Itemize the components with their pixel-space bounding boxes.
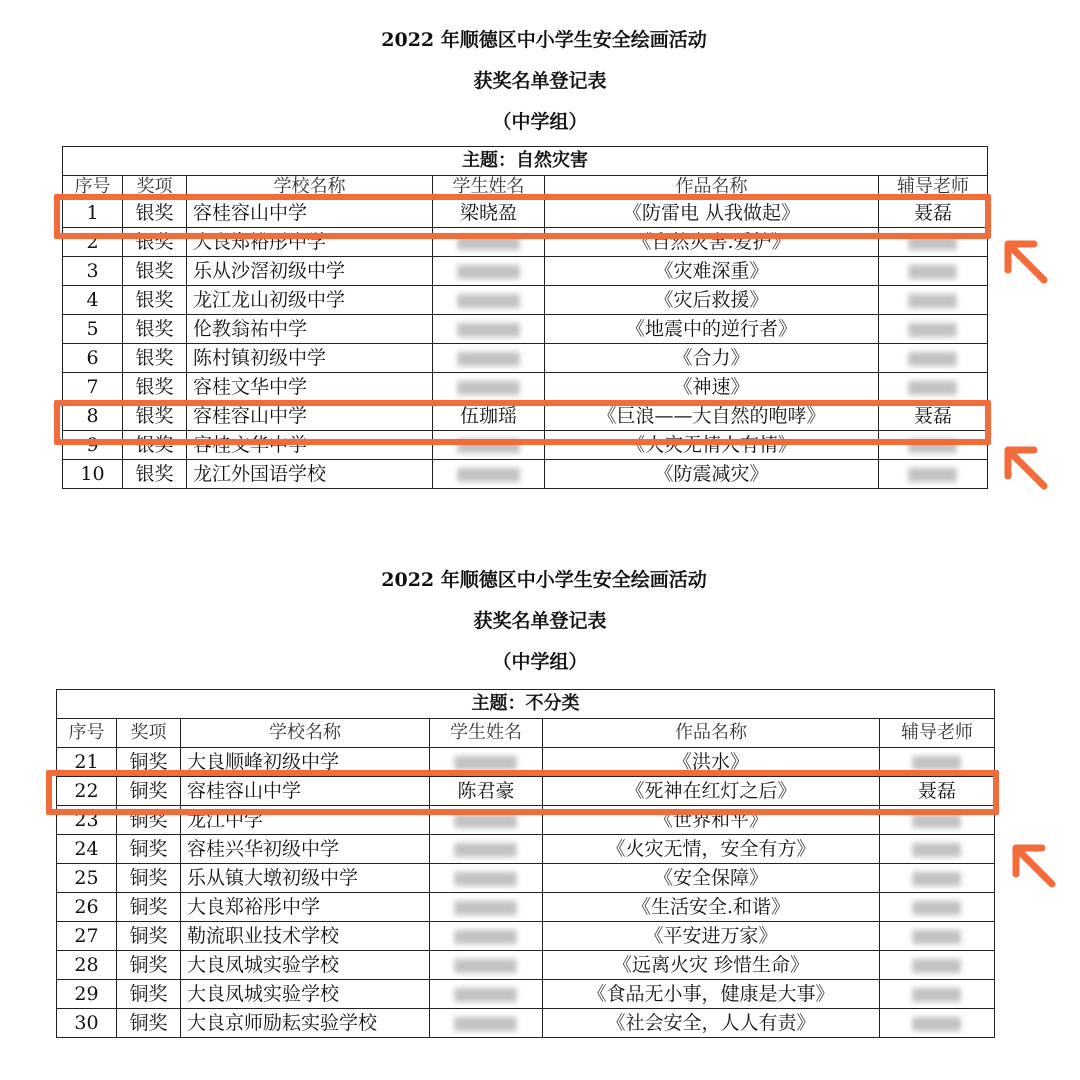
section-title: 2022 年顺德区中小学生安全绘画活动 — [381, 569, 707, 591]
school-name: 勒流职业技术学校 — [181, 922, 430, 951]
award-section-1 — [0, 28, 1080, 485]
award-section-2 — [0, 568, 1080, 1034]
student-name — [430, 922, 543, 951]
award-cell: 铜奖 — [117, 835, 181, 864]
arrow-icon — [1006, 838, 1062, 894]
row-number: 9 — [63, 431, 123, 460]
student-name — [430, 864, 543, 893]
row-number: 2 — [63, 228, 123, 257]
school-name: 大良凤城实验学校 — [181, 951, 430, 980]
award-cell: 铜奖 — [117, 893, 181, 922]
redacted-blur — [458, 468, 520, 482]
row-number: 4 — [63, 286, 123, 315]
teacher-name — [880, 864, 995, 893]
award-cell: 银奖 — [123, 257, 187, 286]
student-name: 陈君豪 — [430, 777, 543, 806]
teacher-name — [880, 748, 995, 777]
header-cell: 序号 — [57, 719, 117, 748]
student-name: 伍珈瑶 — [433, 402, 545, 431]
table-row — [63, 344, 988, 373]
header-cell: 奖项 — [117, 719, 181, 748]
redacted-blur — [458, 439, 520, 453]
theme-label: 主题：不分类 — [57, 690, 995, 719]
row-number: 25 — [57, 864, 117, 893]
award-cell: 银奖 — [123, 460, 187, 489]
row-number: 30 — [57, 1009, 117, 1038]
teacher-name — [880, 806, 995, 835]
school-name: 陈村镇初级中学 — [187, 344, 433, 373]
student-name — [430, 835, 543, 864]
section-subtitle: 获奖名单登记表 — [473, 610, 607, 632]
redacted-blur — [458, 381, 520, 395]
school-name: 大良京师励耘实验学校 — [181, 1009, 430, 1038]
school-name: 容桂容山中学 — [187, 199, 433, 228]
row-number: 24 — [57, 835, 117, 864]
table-row — [57, 748, 995, 777]
award-cell: 铜奖 — [117, 864, 181, 893]
redacted-blur — [913, 959, 961, 973]
student-name — [433, 315, 545, 344]
arrow-icon — [998, 440, 1054, 496]
work-title: 《食品无小事，健康是大事》 — [543, 980, 880, 1009]
row-number: 21 — [57, 748, 117, 777]
work-title: 《远离火灾 珍惜生命》 — [543, 951, 880, 980]
school-name: 大良郑裕彤中学 — [187, 228, 433, 257]
award-cell: 银奖 — [123, 199, 187, 228]
section-subtitle: 获奖名单登记表 — [473, 70, 607, 92]
work-title: 《死神在红灯之后》 — [543, 777, 880, 806]
row-number: 10 — [63, 460, 123, 489]
teacher-name — [879, 460, 988, 489]
work-title: 《防雷电 从我做起》 — [545, 199, 879, 228]
redacted-blur — [909, 352, 957, 366]
student-name — [430, 806, 543, 835]
work-title: 《自然灾害.爱护》 — [545, 228, 879, 257]
school-name: 容桂文华中学 — [187, 373, 433, 402]
redacted-blur — [913, 901, 961, 915]
redacted-blur — [455, 814, 517, 828]
work-title: 《安全保障》 — [543, 864, 880, 893]
teacher-name — [879, 286, 988, 315]
teacher-name: 聂磊 — [879, 402, 988, 431]
row-number: 27 — [57, 922, 117, 951]
table-row — [57, 806, 995, 835]
work-title: 《世界和平》 — [543, 806, 880, 835]
teacher-name: 聂磊 — [879, 199, 988, 228]
header-cell: 学生姓名 — [430, 719, 543, 748]
teacher-name — [880, 951, 995, 980]
table-row — [63, 402, 988, 431]
award-cell: 铜奖 — [117, 922, 181, 951]
teacher-name — [879, 344, 988, 373]
award-cell: 银奖 — [123, 431, 187, 460]
redacted-blur — [909, 468, 957, 482]
redacted-blur — [458, 265, 520, 279]
header-cell: 作品名称 — [543, 719, 880, 748]
award-cell: 铜奖 — [117, 748, 181, 777]
table-row — [57, 980, 995, 1009]
redacted-blur — [909, 381, 957, 395]
award-cell: 铜奖 — [117, 980, 181, 1009]
school-name: 龙江外国语学校 — [187, 460, 433, 489]
work-title: 《灾后救援》 — [545, 286, 879, 315]
table-row — [63, 228, 988, 257]
award-cell: 银奖 — [123, 373, 187, 402]
work-title: 《神速》 — [545, 373, 879, 402]
school-name: 乐从沙滘初级中学 — [187, 257, 433, 286]
redacted-blur — [458, 294, 520, 308]
work-title: 《社会安全，人人有责》 — [543, 1009, 880, 1038]
section-group: （中学组） — [492, 651, 588, 673]
redacted-blur — [909, 265, 957, 279]
teacher-name — [880, 835, 995, 864]
table-header-row — [57, 719, 995, 748]
student-name — [433, 373, 545, 402]
school-name: 容桂兴华初级中学 — [181, 835, 430, 864]
school-name: 容桂文华中学 — [187, 431, 433, 460]
school-name: 龙江中学 — [181, 806, 430, 835]
redacted-blur — [913, 756, 961, 770]
row-number: 29 — [57, 980, 117, 1009]
table-theme-row — [63, 147, 988, 176]
award-cell: 银奖 — [123, 315, 187, 344]
student-name — [433, 344, 545, 373]
theme-label: 主题：自然灾害 — [63, 147, 988, 176]
table-row — [57, 1009, 995, 1038]
student-name — [430, 951, 543, 980]
teacher-name — [879, 228, 988, 257]
table-row — [57, 864, 995, 893]
student-name — [433, 460, 545, 489]
teacher-name — [879, 315, 988, 344]
table-row — [57, 922, 995, 951]
work-title: 《合力》 — [545, 344, 879, 373]
award-cell: 银奖 — [123, 344, 187, 373]
header-cell: 辅导老师 — [880, 719, 995, 748]
work-title: 《灾难深重》 — [545, 257, 879, 286]
student-name — [433, 257, 545, 286]
redacted-blur — [458, 323, 520, 337]
school-name: 容桂容山中学 — [181, 777, 430, 806]
award-cell: 银奖 — [123, 286, 187, 315]
header-cell: 学校名称 — [187, 176, 433, 199]
table-row — [63, 257, 988, 286]
arrow-icon — [998, 234, 1054, 290]
award-cell: 铜奖 — [117, 1009, 181, 1038]
header-cell: 奖项 — [123, 176, 187, 199]
redacted-blur — [455, 930, 517, 944]
student-name — [430, 980, 543, 1009]
redacted-blur — [455, 756, 517, 770]
redacted-blur — [455, 872, 517, 886]
table-row — [63, 286, 988, 315]
award-table — [56, 689, 995, 1038]
award-table — [62, 146, 988, 489]
work-title: 《大灾无情人有情》 — [545, 431, 879, 460]
redacted-blur — [455, 959, 517, 973]
work-title: 《洪水》 — [543, 748, 880, 777]
award-cell: 银奖 — [123, 228, 187, 257]
row-number: 6 — [63, 344, 123, 373]
table-row — [57, 835, 995, 864]
redacted-blur — [909, 439, 957, 453]
school-name: 伦教翁祐中学 — [187, 315, 433, 344]
table-row — [57, 893, 995, 922]
table-theme-row — [57, 690, 995, 719]
redacted-blur — [909, 236, 957, 250]
student-name — [430, 1009, 543, 1038]
header-cell: 学校名称 — [181, 719, 430, 748]
student-name — [433, 286, 545, 315]
redacted-blur — [913, 872, 961, 886]
redacted-blur — [909, 323, 957, 337]
school-name: 大良顺峰初级中学 — [181, 748, 430, 777]
student-name — [430, 748, 543, 777]
row-number: 3 — [63, 257, 123, 286]
redacted-blur — [458, 236, 520, 250]
header-cell: 序号 — [63, 176, 123, 199]
table-row — [63, 431, 988, 460]
student-name — [430, 893, 543, 922]
award-cell: 银奖 — [123, 402, 187, 431]
table-row — [63, 315, 988, 344]
student-name — [433, 431, 545, 460]
award-cell: 铜奖 — [117, 806, 181, 835]
row-number: 8 — [63, 402, 123, 431]
work-title: 《生活安全.和谐》 — [543, 893, 880, 922]
row-number: 23 — [57, 806, 117, 835]
table-row — [57, 777, 995, 806]
school-name: 大良凤城实验学校 — [181, 980, 430, 1009]
school-name: 乐从镇大墩初级中学 — [181, 864, 430, 893]
work-title: 《防震减灾》 — [545, 460, 879, 489]
row-number: 26 — [57, 893, 117, 922]
award-cell: 铜奖 — [117, 777, 181, 806]
header-cell: 学生姓名 — [433, 176, 545, 199]
teacher-name — [880, 922, 995, 951]
work-title: 《平安进万家》 — [543, 922, 880, 951]
teacher-name — [880, 893, 995, 922]
work-title: 《火灾无情，安全有方》 — [543, 835, 880, 864]
school-name: 容桂容山中学 — [187, 402, 433, 431]
header-cell: 辅导老师 — [879, 176, 988, 199]
redacted-blur — [455, 843, 517, 857]
table-row — [63, 373, 988, 402]
teacher-name — [880, 980, 995, 1009]
redacted-blur — [455, 901, 517, 915]
table-header-row — [63, 176, 988, 199]
award-cell: 铜奖 — [117, 951, 181, 980]
redacted-blur — [913, 1017, 961, 1031]
table-row — [63, 199, 988, 228]
redacted-blur — [913, 814, 961, 828]
school-name: 龙江龙山初级中学 — [187, 286, 433, 315]
student-name — [433, 228, 545, 257]
work-title: 《巨浪——大自然的咆哮》 — [545, 402, 879, 431]
section-title: 2022 年顺德区中小学生安全绘画活动 — [381, 29, 707, 51]
redacted-blur — [913, 843, 961, 857]
work-title: 《地震中的逆行者》 — [545, 315, 879, 344]
section-group: （中学组） — [492, 111, 588, 133]
redacted-blur — [913, 930, 961, 944]
teacher-name — [880, 1009, 995, 1038]
redacted-blur — [458, 352, 520, 366]
redacted-blur — [913, 988, 961, 1002]
redacted-blur — [455, 988, 517, 1002]
table-row — [57, 951, 995, 980]
row-number: 1 — [63, 199, 123, 228]
row-number: 28 — [57, 951, 117, 980]
teacher-name — [879, 257, 988, 286]
school-name: 大良郑裕彤中学 — [181, 893, 430, 922]
row-number: 22 — [57, 777, 117, 806]
table-row — [63, 460, 988, 489]
student-name: 梁晓盈 — [433, 199, 545, 228]
header-cell: 作品名称 — [545, 176, 879, 199]
row-number: 7 — [63, 373, 123, 402]
teacher-name: 聂磊 — [880, 777, 995, 806]
redacted-blur — [909, 294, 957, 308]
teacher-name — [879, 373, 988, 402]
teacher-name — [879, 431, 988, 460]
redacted-blur — [455, 1017, 517, 1031]
row-number: 5 — [63, 315, 123, 344]
